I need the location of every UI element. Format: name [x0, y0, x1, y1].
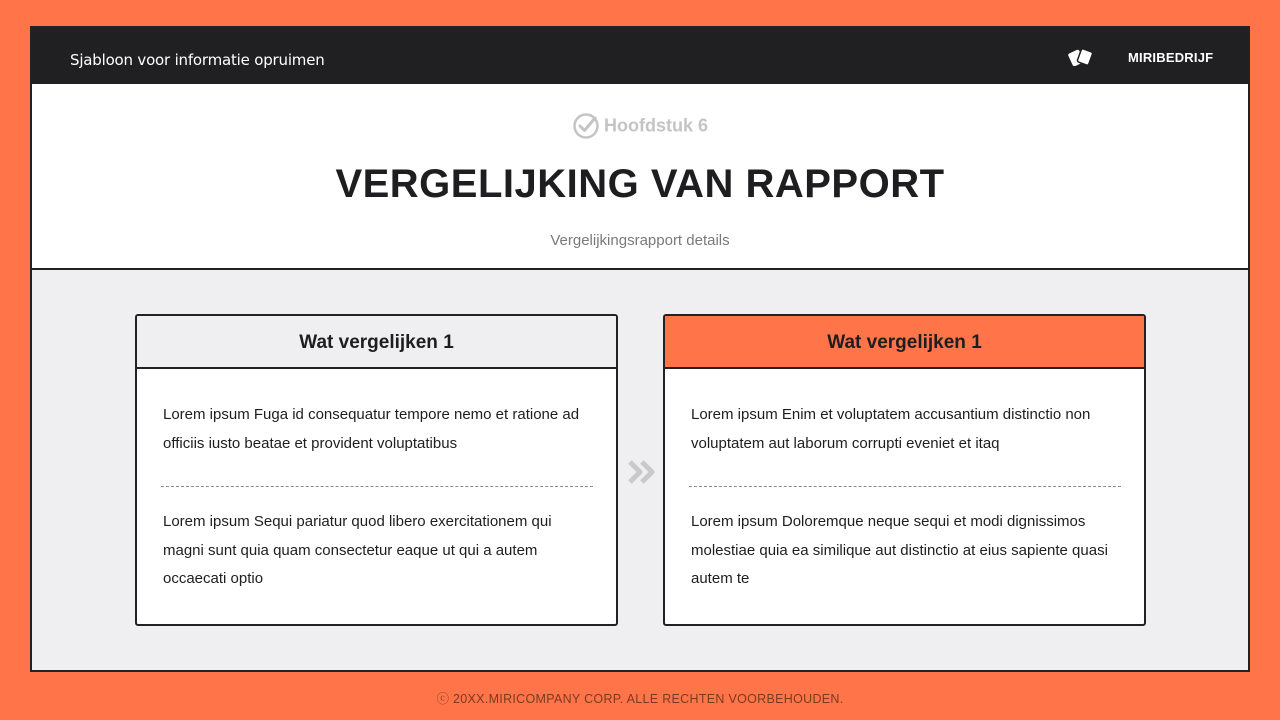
copyright-footer: ⓒ 20XX.MIRICOMPANY CORP. ALLE RECHTEN VOORBEHOUDEN.: [436, 692, 844, 706]
card-title: Wat vergelijken 1: [137, 316, 616, 369]
card-title: Wat vergelijken 1: [665, 316, 1144, 369]
double-chevron-right-icon: [627, 458, 657, 486]
brand-name: MIRIBEDRIJF: [1128, 50, 1214, 65]
chapter-text: Hoofdstuk 6: [603, 115, 708, 136]
page-title: VERGELIJKING VAN RAPPORT: [335, 162, 945, 206]
compare-card-left: [135, 314, 618, 626]
card-paragraph: Lorem ipsum Enim et voluptatem accusantium distinctio non voluptatem aut laborum corrupti eveniet et itaq: [691, 406, 1091, 452]
slide-header: [32, 84, 1248, 270]
card-paragraph: Lorem ipsum Fuga id consequatur tempore nemo et ratione ad officiis iusto beatae et provident voluptatibus: [163, 406, 580, 452]
compare-card-right: [663, 314, 1146, 626]
dashed-divider: [689, 486, 1121, 487]
check-circle-icon: [572, 112, 600, 140]
page-subtitle: Vergelijkingsrapport details: [550, 232, 730, 249]
card-paragraph: Lorem ipsum Doloremque neque sequi et modi dignissimos molestiae quia ea similique aut distinctio at eius sapiente quasi autem te: [691, 513, 1108, 587]
dashed-divider: [161, 486, 593, 487]
document-title: Sjabloon voor informatie opruimen: [70, 51, 325, 69]
chapter-label: [32, 112, 1248, 140]
cards-logo-icon: [1068, 48, 1094, 66]
top-bar: [32, 28, 1248, 84]
slide-frame: [30, 26, 1250, 672]
card-paragraph: Lorem ipsum Sequi pariatur quod libero exercitationem qui magni sunt quia quam consectetur eaque ut qui a autem occaecati optio: [163, 513, 552, 587]
